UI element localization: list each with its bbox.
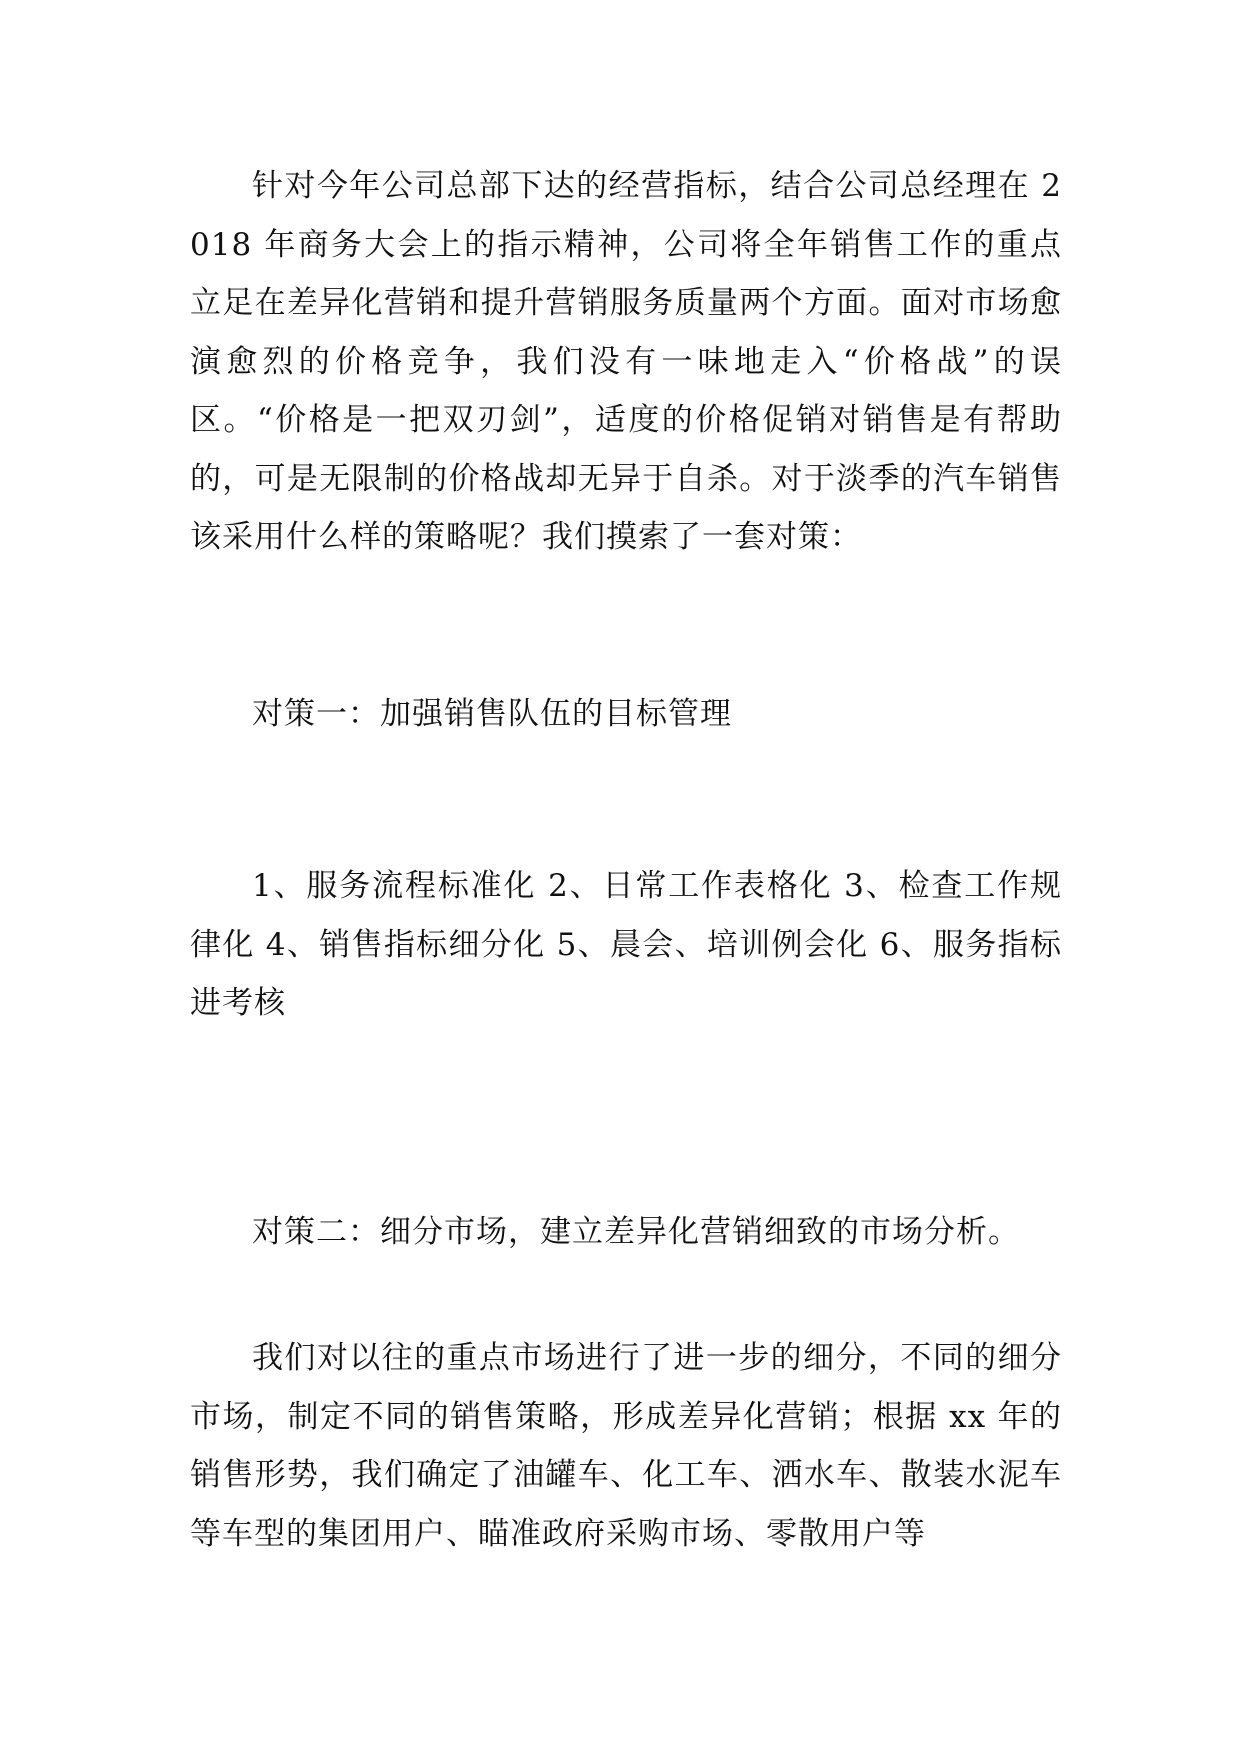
- intro-paragraph: 针对今年公司总部下达的经营指标，结合公司总经理在 2018 年商务大会上的指示精神，公司将全年销售工作的重点立足在差异化营销和提升营销服务质量两个方面。面对市场愈演愈烈的价格竞争，我们没有一味地走入“价格战”的误区。“价格是一把双刃剑”，适度的价格促销对销售是有帮助的，可是无限制的价格战却无异于自杀。对于淡季的汽车销售该采用什么样的策略呢？我们摸索了一套对策：: [190, 168, 1062, 555]
- strategy-two-paragraph: 我们对以往的重点市场进行了进一步的细分，不同的细分市场，制定不同的销售策略，形成差异化营销；根据 xx 年的销售形势，我们确定了油罐车、化工车、洒水车、散装水泥车等车型的集团用户、瞄准政府采购市场、零散用户等: [190, 1340, 1062, 1552]
- strategy-two-heading: 对策二：细分市场，建立差异化营销细致的市场分析。: [252, 1214, 1020, 1250]
- strategy-one-heading: 对策一：加强销售队伍的目标管理: [252, 696, 732, 732]
- strategy-one-list-paragraph: 1、服务流程标准化 2、日常工作表格化 3、检查工作规律化 4、销售指标细分化 5、晨会、培训例会化 6、服务指标进考核: [190, 868, 1062, 1021]
